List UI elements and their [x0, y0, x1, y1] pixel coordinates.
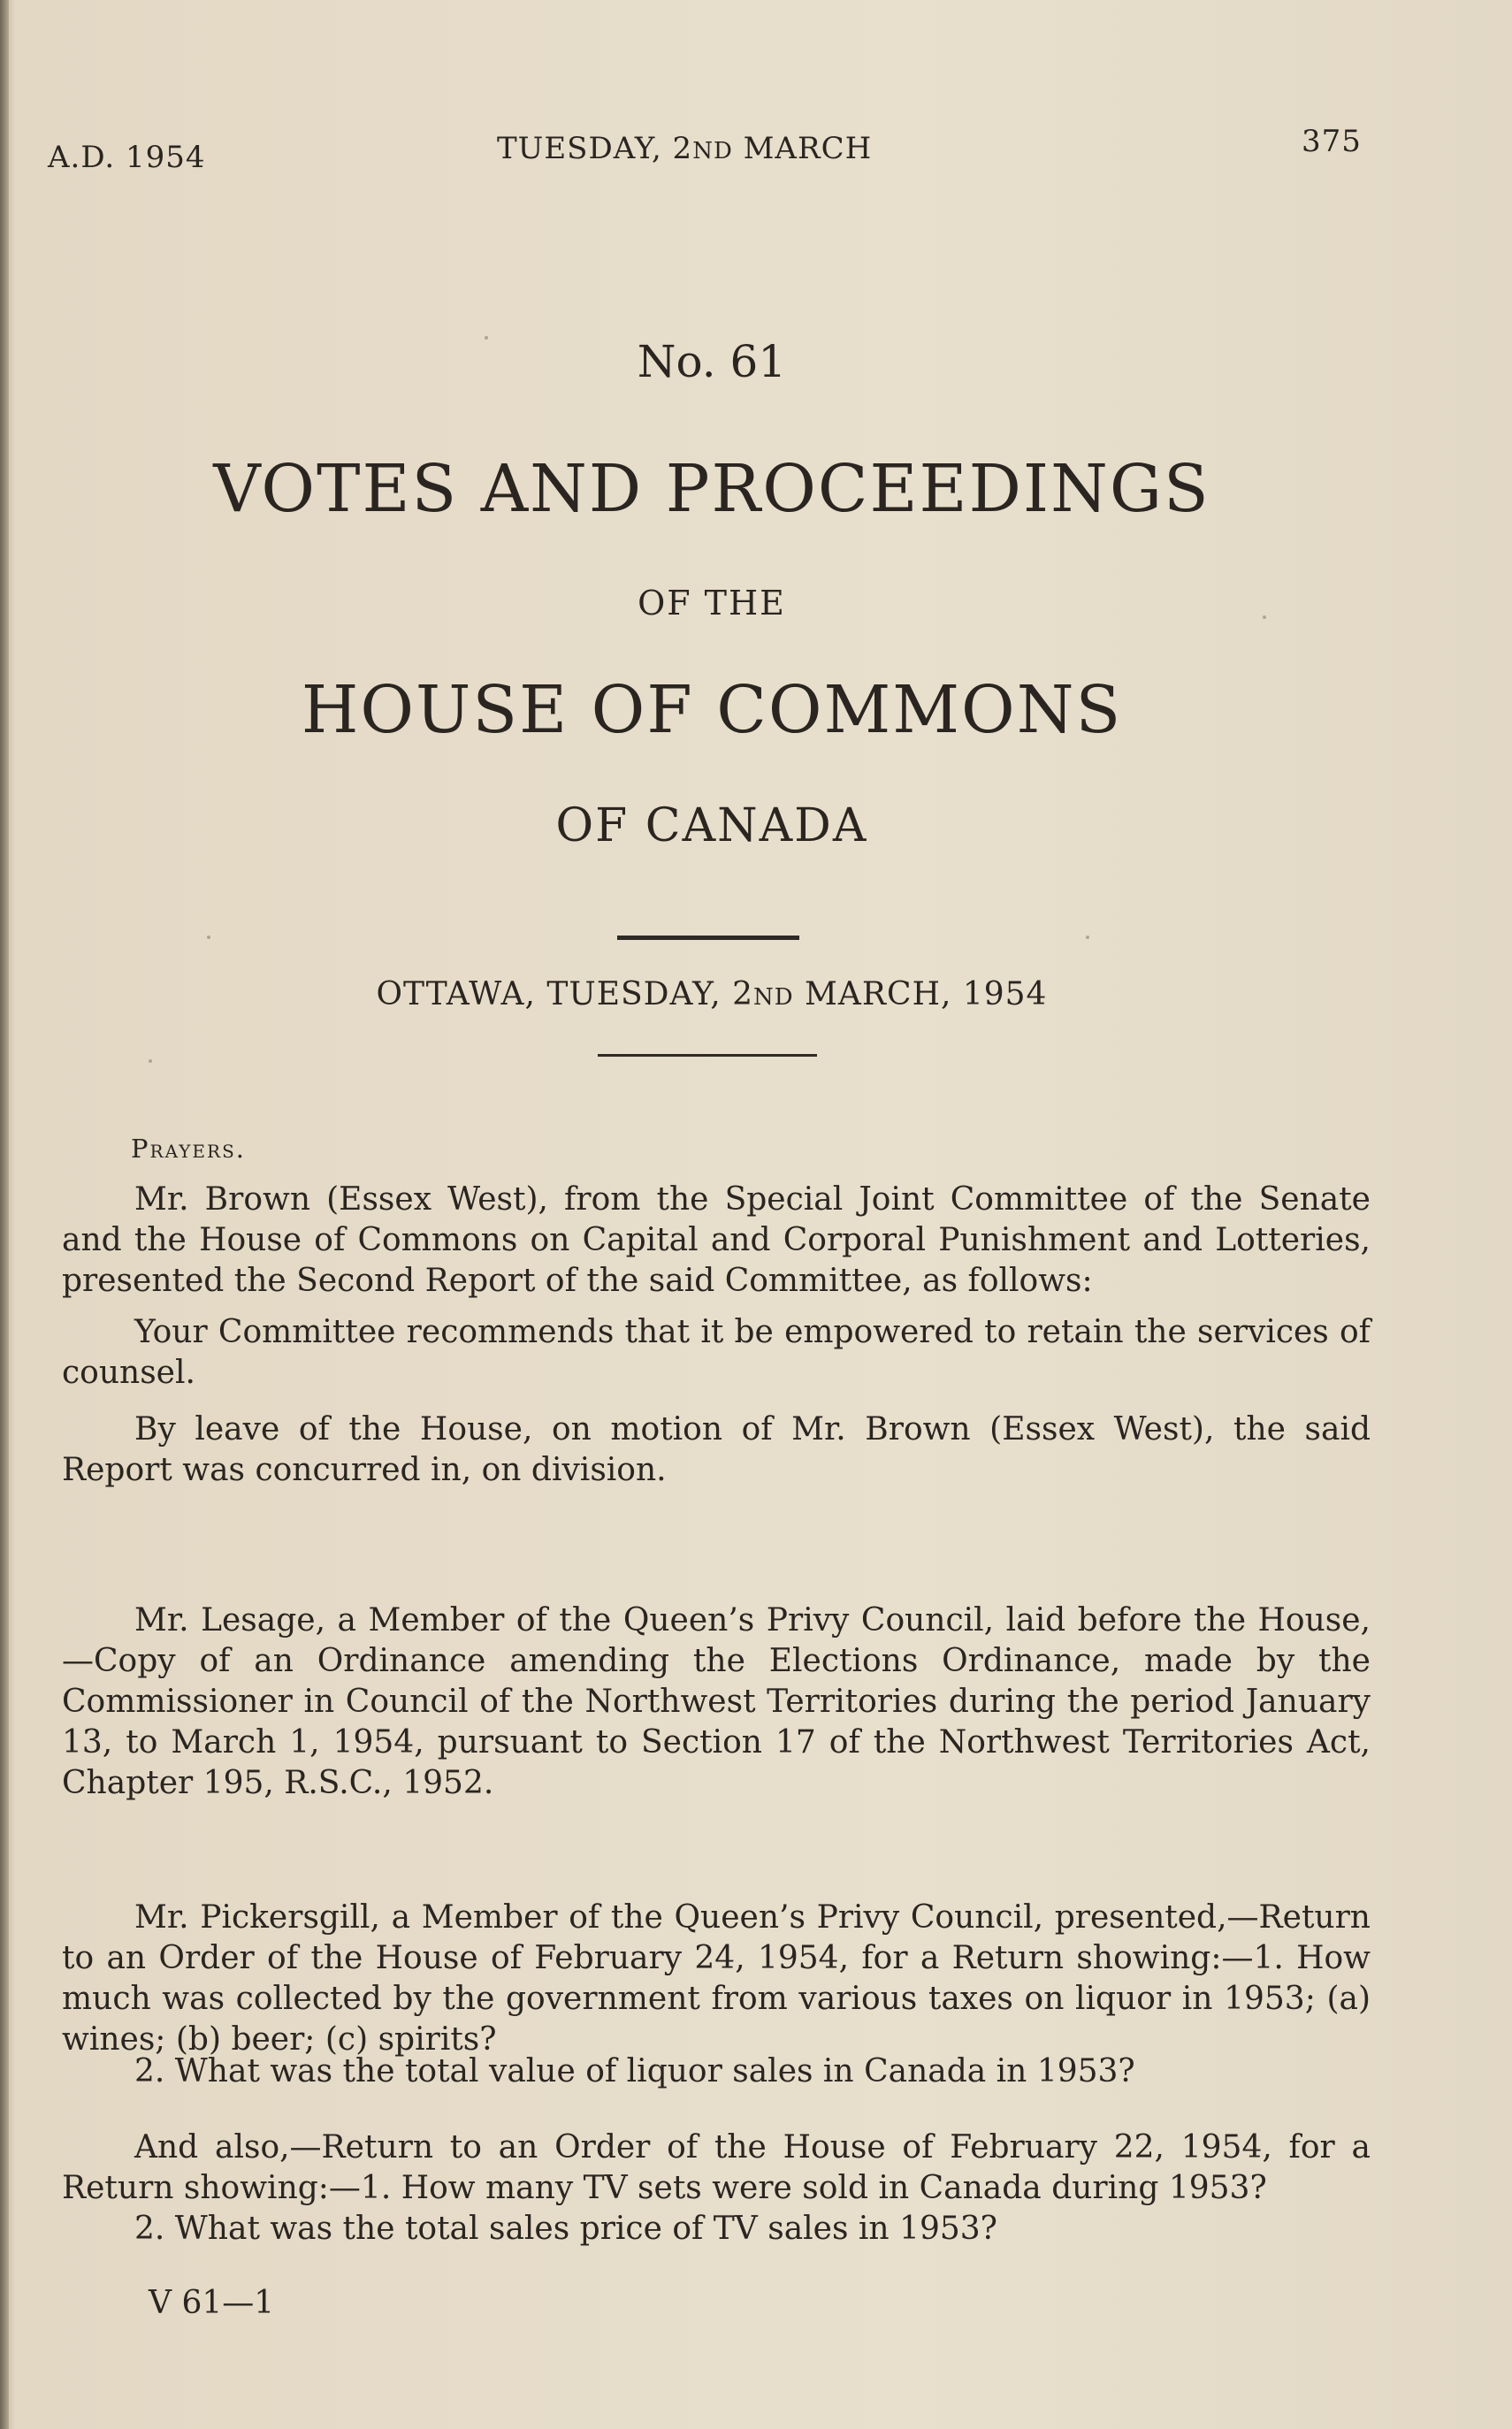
- divider-rule-top: [617, 936, 799, 940]
- title-house-of-commons: HOUSE OF COMMONS: [301, 672, 1123, 748]
- paragraph-tv-return: And also,—Return to an Order of the House of February 22, 1954, for a Return showing:—1. How many TV sets were sold in Canada during 1953?: [62, 2129, 1371, 2206]
- paragraph-liquor-sales-question: 2. What was the total value of liquor sales in Canada in 1953?: [134, 2053, 1135, 2089]
- running-head-date-suffix: ND: [692, 138, 733, 164]
- prayers-text: Prayers.: [131, 1134, 246, 1164]
- prayers-heading: [131, 1134, 246, 1164]
- running-head-date: [497, 131, 872, 166]
- paragraph-pickersgill-return: Mr. Pickersgill, a Member of the Queen’s Privy Council, presented,—Return to an Order of the House of February 24, 1954, for a Return showing:—1. How much was collected by the government from various taxes on liquor in 1953; (a) wines; (b) beer; (c) spirits?: [62, 1899, 1371, 2058]
- running-head-date-main: TUESDAY, 2: [497, 131, 693, 166]
- paragraph-lesage-ordinance: Mr. Lesage, a Member of the Queen’s Privy Council, laid before the House,—Copy of an Ordinance amending the Elections Ordinance, made by the Commissioner in Council of the Northwest Territories during the period January 13, to March 1, 1954, pursuant to Section 17 of the Northwest Territories Act, Chapter 195, R.S.C., 1952.: [62, 1602, 1371, 1801]
- paper-speck: [1086, 936, 1089, 939]
- title-of-the: OF THE: [638, 584, 786, 623]
- page-number: 375: [1302, 124, 1362, 159]
- dateline-rest: MARCH, 1954: [793, 976, 1048, 1012]
- dateline-main: OTTAWA, TUESDAY, 2: [376, 976, 753, 1012]
- paper-speck: [485, 336, 488, 340]
- running-head-year: A.D. 1954: [48, 140, 206, 175]
- paragraph-brown-report: Mr. Brown (Essex West), from the Special Joint Committee of the Senate and the House of Commons on Capital and Corporal Punishment and Lotteries, presented the Second Report of the said Committee, as follows:: [62, 1181, 1371, 1299]
- paragraph-report-concurred: By leave of the House, on motion of Mr. Brown (Essex West), the said Report was concurred in, on division.: [62, 1411, 1371, 1488]
- paper-speck: [207, 936, 210, 939]
- dateline-suffix: ND: [753, 984, 794, 1011]
- paragraph-tv-sales-question: 2. What was the total sales price of TV sales in 1953?: [134, 2211, 997, 2247]
- dateline: [0, 976, 1424, 1012]
- issue-number: No. 61: [637, 336, 787, 387]
- title-of-canada: OF CANADA: [555, 799, 868, 852]
- paragraph-committee-recommends: Your Committee recommends that it be empowered to retain the services of counsel.: [62, 1314, 1371, 1391]
- divider-rule-bottom: [598, 1054, 817, 1057]
- running-head-date-month: MARCH: [732, 131, 873, 166]
- footer-signature: V 61—1: [149, 2285, 275, 2321]
- paper-speck: [149, 1059, 152, 1063]
- title-votes-and-proceedings: VOTES AND PROCEEDINGS: [213, 451, 1210, 527]
- paper-speck: [1263, 615, 1266, 619]
